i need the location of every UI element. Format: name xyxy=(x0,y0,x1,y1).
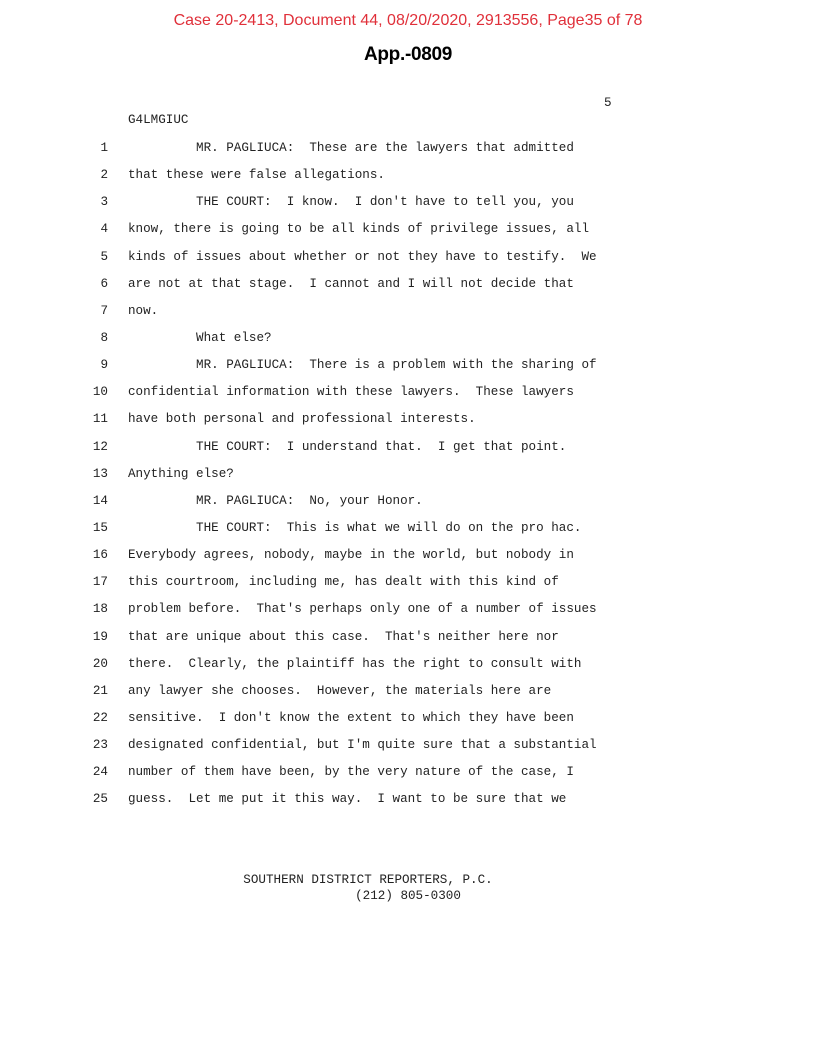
line-text: that are unique about this case. That's neither here nor xyxy=(128,629,559,644)
line-number: 10 xyxy=(92,385,108,400)
footer xyxy=(0,872,816,904)
line-number: 13 xyxy=(92,466,108,481)
line-text: any lawyer she chooses. However, the materials here are xyxy=(128,683,552,698)
case-stamp: Case 20-2413, Document 44, 08/20/2020, 2913556, Page35 of 78 xyxy=(173,12,643,29)
line-text: guess. Let me put it this way. I want to be sure that we xyxy=(128,792,567,807)
line-text: MR. PAGLIUCA: These are the lawyers that admitted xyxy=(128,141,574,155)
transcript-line xyxy=(0,684,816,711)
line-text: this courtroom, including me, has dealt with this kind of xyxy=(128,575,559,590)
line-text: confidential information with these lawyers. These lawyers xyxy=(128,385,574,400)
line-text: MR. PAGLIUCA: No, your Honor. xyxy=(128,493,423,508)
transcript-line xyxy=(0,602,816,629)
transcript-line xyxy=(0,521,816,548)
line-number: 7 xyxy=(100,303,108,318)
transcript-line xyxy=(0,304,816,331)
transcript-line xyxy=(0,738,816,765)
line-text: Everybody agrees, nobody, maybe in the world, but nobody in xyxy=(128,548,574,563)
line-number: 23 xyxy=(92,738,108,753)
line-number: 11 xyxy=(92,412,108,427)
line-number: 21 xyxy=(92,683,108,698)
line-text: THE COURT: This is what we will do on the pro hac. xyxy=(128,520,582,535)
transcript-line xyxy=(0,467,816,494)
line-number: 8 xyxy=(100,330,108,345)
transcript-line xyxy=(0,440,816,467)
transcript-line xyxy=(0,711,816,738)
line-number: 5 xyxy=(100,249,108,264)
line-text: designated confidential, but I'm quite sure that a substantial xyxy=(128,738,597,753)
line-text: are not at that stage. I cannot and I will not decide that xyxy=(128,276,574,291)
line-number: 18 xyxy=(92,602,108,617)
line-number: 22 xyxy=(92,710,108,725)
transcript-line xyxy=(0,575,816,602)
transcript-line xyxy=(0,222,816,249)
line-number: 16 xyxy=(92,548,108,563)
line-text: now. xyxy=(128,303,159,318)
transcript-line xyxy=(0,385,816,412)
line-number: 12 xyxy=(92,439,108,454)
line-number: 15 xyxy=(92,520,108,535)
transcript-line xyxy=(0,168,816,195)
line-number: 6 xyxy=(100,276,108,291)
line-text: What else? xyxy=(128,330,272,345)
reporter-name: SOUTHERN DISTRICT REPORTERS, P.C. xyxy=(243,873,493,887)
line-number: 19 xyxy=(92,629,108,644)
appendix-number: App.-0809 xyxy=(363,44,453,65)
line-text: sensitive. I don't know the extent to which they have been xyxy=(128,710,574,725)
line-text: Anything else? xyxy=(128,466,234,481)
line-text: have both personal and professional interests. xyxy=(128,412,476,427)
transcript-line xyxy=(0,548,816,575)
transcript-line xyxy=(0,195,816,222)
line-text: there. Clearly, the plaintiff has the right to consult with xyxy=(128,656,582,671)
line-number: 14 xyxy=(92,493,108,508)
page-number: 5 xyxy=(604,96,612,110)
line-number: 9 xyxy=(100,358,108,373)
line-text: MR. PAGLIUCA: There is a problem with the sharing of xyxy=(128,358,597,373)
line-text: know, there is going to be all kinds of privilege issues, all xyxy=(128,222,590,237)
transcript-line xyxy=(0,494,816,521)
line-text: number of them have been, by the very nature of the case, I xyxy=(128,765,574,780)
transcript-line xyxy=(0,412,816,439)
line-text: THE COURT: I understand that. I get that point. xyxy=(128,439,567,454)
transcript-caption: G4LMGIUC xyxy=(128,113,189,127)
line-number: 1 xyxy=(100,141,108,155)
line-number: 24 xyxy=(92,765,108,780)
transcript-line xyxy=(0,765,816,792)
reporter-phone: (212) 805-0300 xyxy=(355,889,461,903)
line-number: 2 xyxy=(100,168,108,183)
transcript-line xyxy=(0,277,816,304)
line-text: kinds of issues about whether or not they have to testify. We xyxy=(128,249,597,264)
line-number: 4 xyxy=(100,222,108,237)
transcript-line xyxy=(0,792,816,819)
transcript-line xyxy=(0,358,816,385)
line-number: 3 xyxy=(100,195,108,210)
transcript-line xyxy=(0,331,816,358)
line-text: that these were false allegations. xyxy=(128,168,385,183)
transcript-line xyxy=(0,657,816,684)
transcript-line xyxy=(0,630,816,657)
line-number: 25 xyxy=(92,792,108,807)
transcript-line xyxy=(0,250,816,277)
line-text: problem before. That's perhaps only one of a number of issues xyxy=(128,602,597,617)
transcript-line xyxy=(0,141,816,168)
line-text: THE COURT: I know. I don't have to tell you, you xyxy=(128,195,574,210)
line-number: 20 xyxy=(92,656,108,671)
line-number: 17 xyxy=(92,575,108,590)
transcript-lines xyxy=(0,141,816,820)
